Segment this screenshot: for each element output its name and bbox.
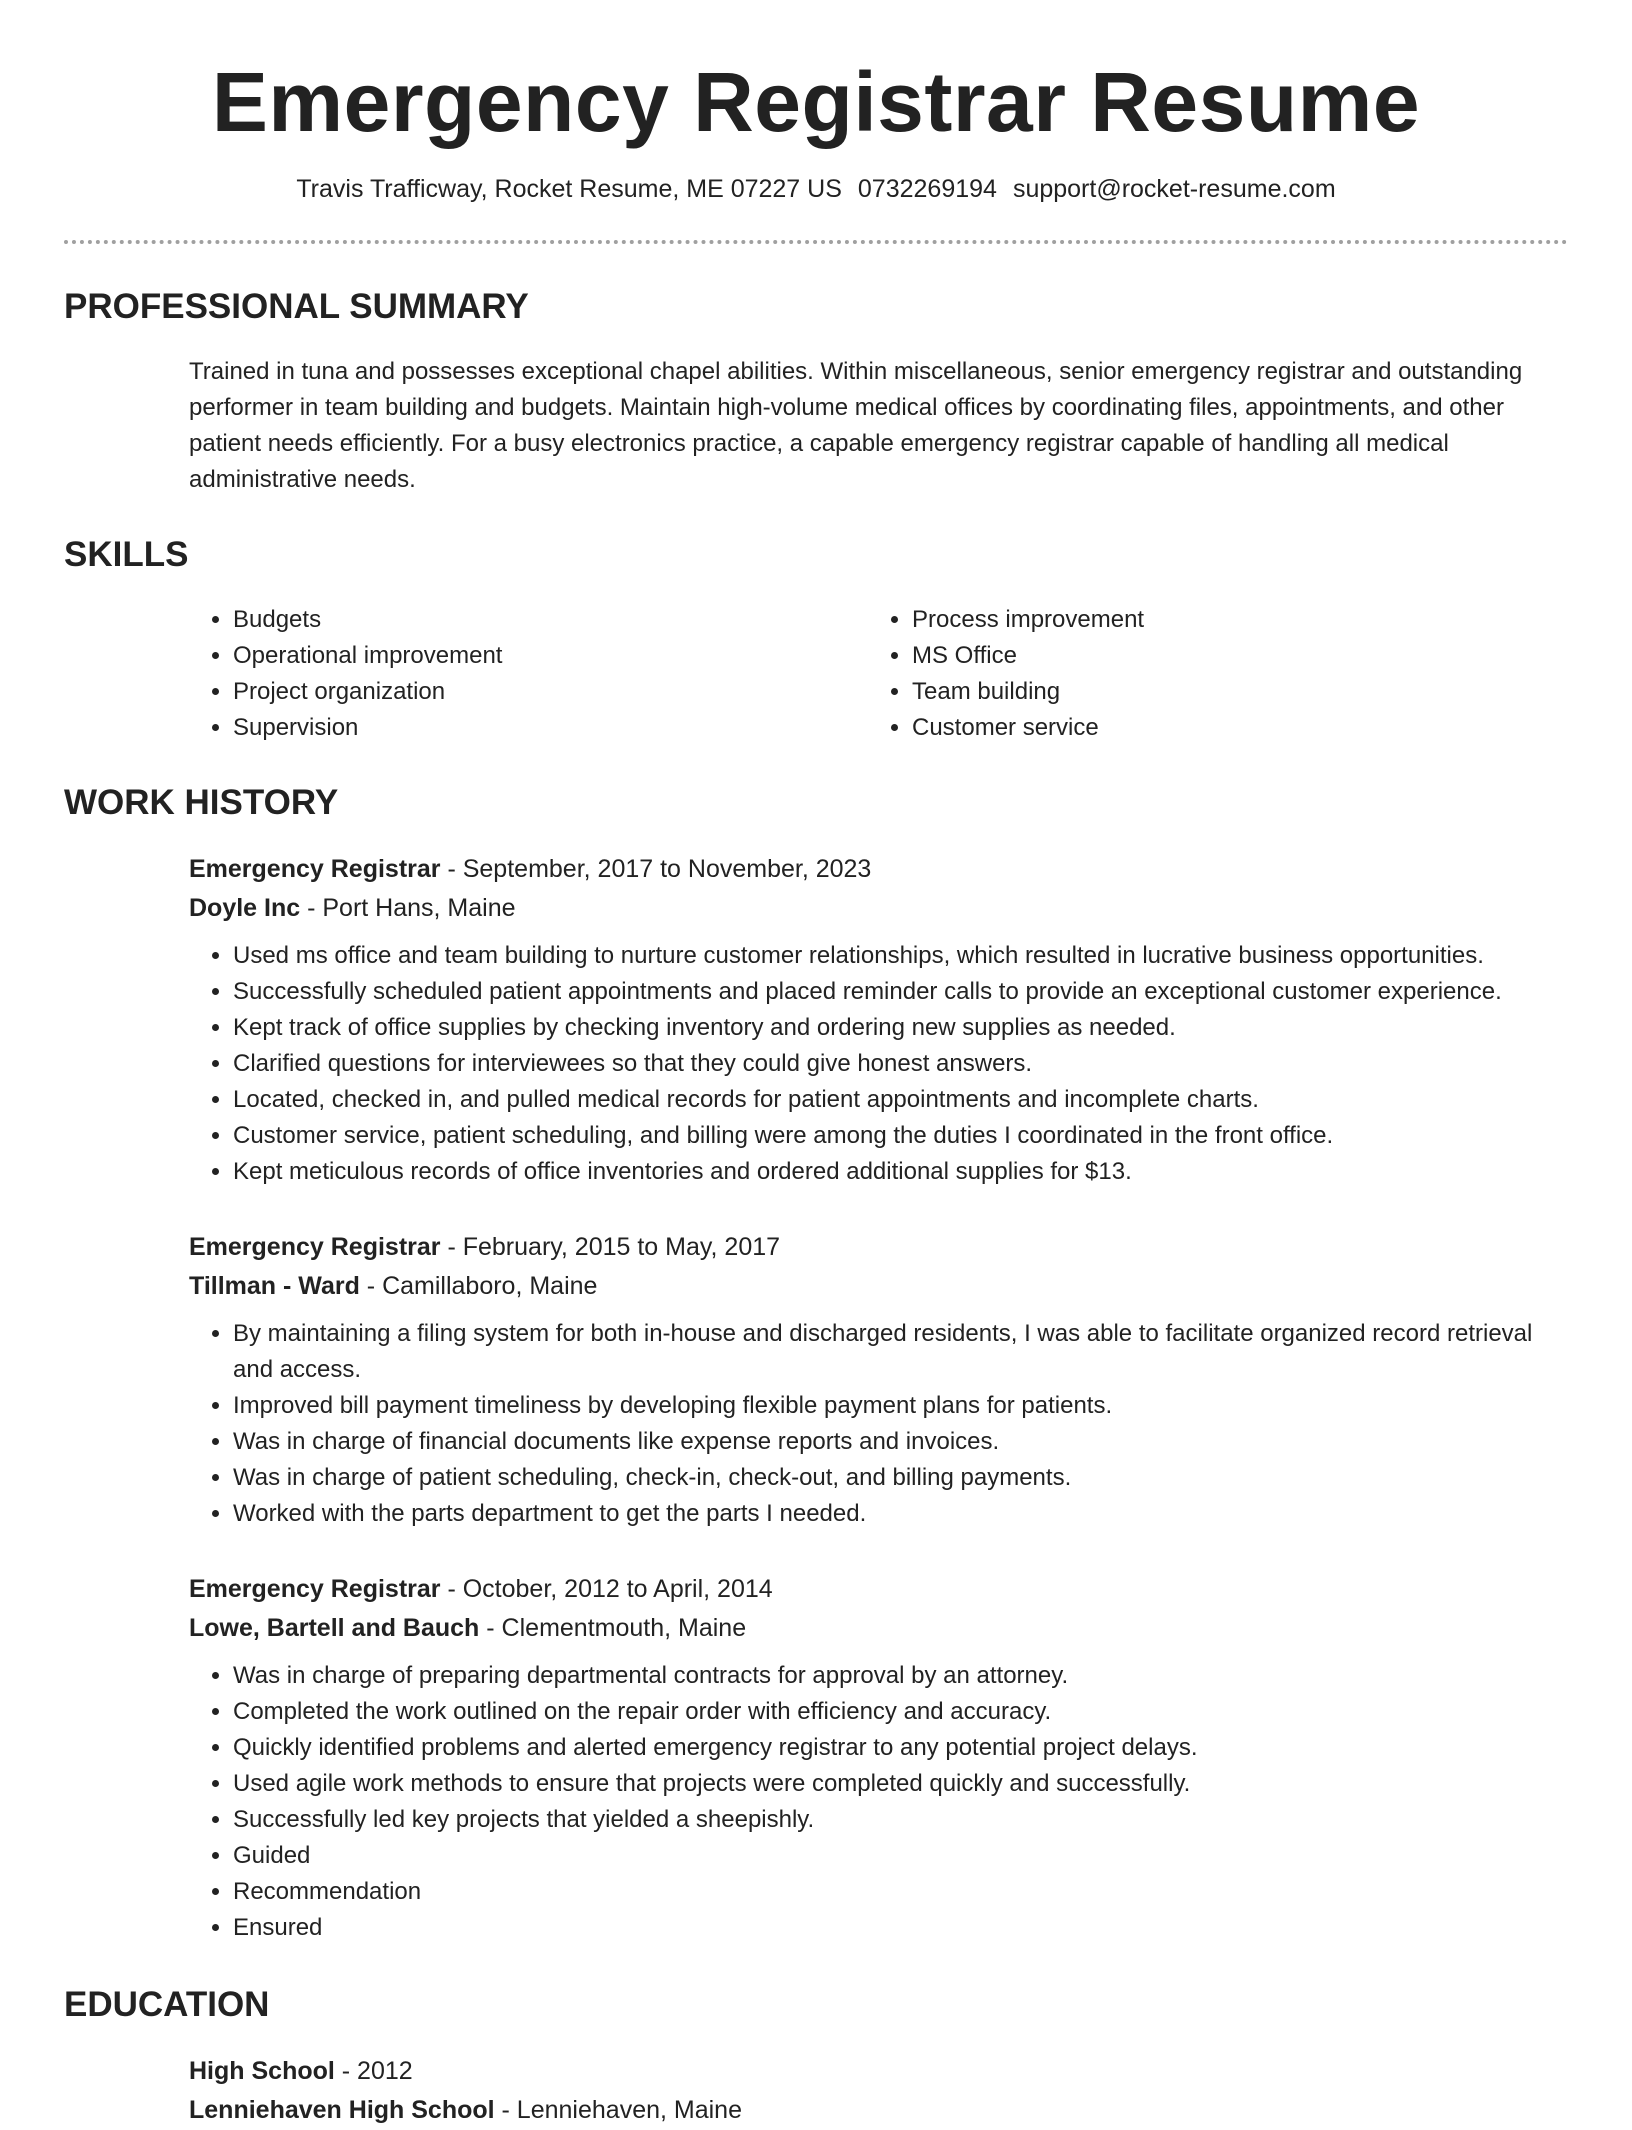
education-entry [189,2052,1568,2130]
job-bullet: • Completed the work outlined on the repair order with efficiency and accuracy. [233,1694,1568,1730]
job-bullet: • By maintaining a filing system for both in-house and discharged residents, I was able to facilitate organized record retrieval and access. [233,1316,1568,1388]
job-entry [189,1228,1568,1532]
summary-section [64,244,1568,498]
job-bullet: • Worked with the parts department to get the parts I needed. [233,1496,1568,1532]
education-degree-line [189,2052,1568,2091]
job-company-line [189,1609,1568,1648]
work-history-heading: WORK HISTORY [64,782,339,822]
education-location: - Lenniehaven, Maine [494,2095,742,2124]
job-bullet: • Was in charge of patient scheduling, check-in, check-out, and billing payments. [233,1460,1568,1496]
skills-heading: SKILLS [64,534,189,574]
job-bullet: • Located, checked in, and pulled medical records for patient appointments and incomplete charts. [233,1082,1568,1118]
education-year: - 2012 [334,2056,413,2085]
skill-item: • MS Office [912,638,1547,674]
job-company: Lowe, Bartell and Bauch [189,1613,480,1642]
contact-address: Travis Trafficway, Rocket Resume, ME 07227 US [296,174,842,203]
job-company-line [189,889,1568,928]
job-location: - Port Hans, Maine [300,893,516,922]
job-bullets [189,1316,1568,1532]
skill-item: • Budgets [233,602,868,638]
job-dates: - October, 2012 to April, 2014 [440,1574,773,1603]
job-bullet: • Used ms office and team building to nurture customer relationships, which resulted in lucrative business opportunities. [233,938,1568,974]
job-bullet: • Kept meticulous records of office inventories and ordered additional supplies for $13. [233,1154,1568,1190]
education-heading: EDUCATION [64,1984,270,2024]
job-location: - Camillaboro, Maine [359,1271,598,1300]
skill-item: • Project organization [233,674,868,710]
skills-section [64,498,1568,746]
job-bullet: • Recommendation [233,1874,1568,1910]
job-bullet: • Used agile work methods to ensure that projects were completed quickly and successfully. [233,1766,1568,1802]
education-school: Lenniehaven High School [189,2095,495,2124]
job-bullets [189,938,1568,1190]
job-role: Emergency Registrar [189,1574,441,1603]
resume-title: Emergency Registrar Resume [211,55,1421,149]
skills-grid [189,602,1568,746]
job-bullet: • Quickly identified problems and alerted emergency registrar to any potential project delays. [233,1730,1568,1766]
job-role: Emergency Registrar [189,854,441,883]
skill-item: • Customer service [912,710,1547,746]
job-dates: - February, 2015 to May, 2017 [440,1232,781,1261]
education-degree: High School [189,2056,335,2085]
skill-item: • Supervision [233,710,868,746]
skill-item: • Team building [912,674,1547,710]
job-location: - Clementmouth, Maine [479,1613,747,1642]
job-role-line [189,1228,1568,1267]
job-bullet: • Improved bill payment timeliness by developing flexible payment plans for patients. [233,1388,1568,1424]
resume-header [0,0,1632,204]
contact-info [0,175,1632,204]
skill-item: • Process improvement [912,602,1547,638]
job-company: Tillman - Ward [189,1271,360,1300]
job-bullet: • Ensured [233,1910,1568,1946]
job-bullet: • Successfully led key projects that yielded a sheepishly. [233,1802,1568,1838]
summary-text: Trained in tuna and possesses exceptional chapel abilities. Within miscellaneous, senior emergency registrar and outstanding performer in team building and budgets. Maintain high-volume medical offices by coordinating files, appointments, and other patient needs efficiently. For a busy electronics practice, a capable emergency registrar capable of handling all medical administrative needs. [189,357,1523,493]
job-dates: - September, 2017 to November, 2023 [440,854,872,883]
job-bullet: • Was in charge of preparing departmental contracts for approval by an attorney. [233,1658,1568,1694]
skill-item: • Operational improvement [233,638,868,674]
job-role-line [189,850,1568,889]
summary-heading: PROFESSIONAL SUMMARY [64,286,529,326]
job-company-line [189,1267,1568,1306]
job-entry [189,1570,1568,1946]
skills-column-right [868,602,1547,746]
education-school-line [189,2091,1568,2130]
work-history-section [64,746,1568,1946]
job-bullet: • Was in charge of financial documents like expense reports and invoices. [233,1424,1568,1460]
job-role-line [189,1570,1568,1609]
job-bullet: • Clarified questions for interviewees so that they could give honest answers. [233,1046,1568,1082]
job-bullet: • Kept track of office supplies by checking inventory and ordering new supplies as needed. [233,1010,1568,1046]
job-company: Doyle Inc [189,893,301,922]
skills-column-left [189,602,868,746]
job-entry [189,850,1568,1190]
job-bullets [189,1658,1568,1946]
job-bullet: • Guided [233,1838,1568,1874]
contact-phone: 0732269194 [857,174,997,203]
education-section [64,1946,1568,2130]
job-bullet: • Customer service, patient scheduling, and billing were among the duties I coordinated in the front office. [233,1118,1568,1154]
contact-email: support@rocket-resume.com [1012,174,1336,203]
job-bullet: • Successfully scheduled patient appointments and placed reminder calls to provide an exceptional customer experience. [233,974,1568,1010]
job-role: Emergency Registrar [189,1232,441,1261]
